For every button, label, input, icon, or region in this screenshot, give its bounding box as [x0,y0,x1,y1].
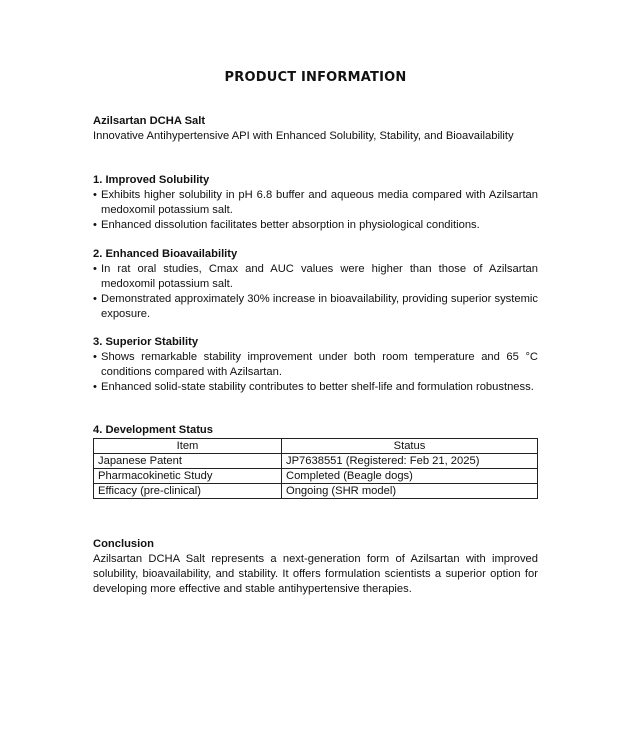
section-heading: 4. Development Status [93,424,213,436]
section-heading: 3. Superior Stability [93,336,199,348]
bullet-mark: • [93,189,97,201]
table-row [94,484,538,499]
section-heading: 1. Improved Solubility [93,174,210,186]
table-row [94,469,538,484]
list-item [93,218,538,233]
table-header-row [94,439,538,454]
bullet-mark: • [93,381,97,393]
table-row [94,454,538,469]
column-header-status: Status [282,439,538,454]
table-cell: Efficacy (pre-clinical) [94,484,282,499]
column-header-item: Item [94,439,282,454]
table-cell: JP7638551 (Registered: Feb 21, 2025) [282,454,538,469]
bullet-mark: • [93,263,97,275]
bullet-list [93,262,538,322]
list-item [93,262,538,292]
section-development-status [93,423,538,499]
list-item [93,380,538,395]
section-superior-stability [93,335,538,395]
bullet-mark: • [93,351,97,363]
bullet-mark: • [93,219,97,231]
list-item-text: Enhanced solid-state stability contributes to better shelf-life and formulation robustness. [101,381,534,393]
development-status-table [93,438,538,499]
document-title: PRODUCT INFORMATION [224,70,407,85]
bullet-list [93,188,538,233]
table-cell: Ongoing (SHR model) [282,484,538,499]
section-improved-solubility [93,173,538,233]
table-cell: Pharmacokinetic Study [94,469,282,484]
list-item-text: Shows remarkable stability improvement under both room temperature and 65 °C conditions compared with Azilsartan. [101,351,538,378]
conclusion-text: Azilsartan DCHA Salt represents a next-generation form of Azilsartan with improved solubility, bioavailability, and stability. It offers formulation scientists a superior option for developing more effective and stable antihypertensive therapies. [93,553,538,595]
bullet-mark: • [93,293,97,305]
list-item [93,292,538,322]
section-heading: 2. Enhanced Bioavailability [93,248,238,260]
conclusion-heading: Conclusion [93,538,154,550]
table-cell: Completed (Beagle dogs) [282,469,538,484]
product-intro [93,114,538,144]
list-item-text: In rat oral studies, Cmax and AUC values were higher than those of Azilsartan medoxomil potassium salt. [101,263,538,290]
section-enhanced-bioavailability [93,247,538,322]
list-item-text: Exhibits higher solubility in pH 6.8 buffer and aqueous media compared with Azilsartan medoxomil potassium salt. [101,189,538,216]
list-item-text: Enhanced dissolution facilitates better absorption in physiological conditions. [101,219,480,231]
list-item [93,350,538,380]
product-tagline: Innovative Antihypertensive API with Enhanced Solubility, Stability, and Bioavailability [93,130,514,142]
list-item-text: Demonstrated approximately 30% increase in bioavailability, providing superior systemic exposure. [101,293,538,320]
conclusion-section [93,537,538,597]
bullet-list [93,350,538,395]
product-name: Azilsartan DCHA Salt [93,115,206,127]
list-item [93,188,538,218]
table-cell: Japanese Patent [94,454,282,469]
